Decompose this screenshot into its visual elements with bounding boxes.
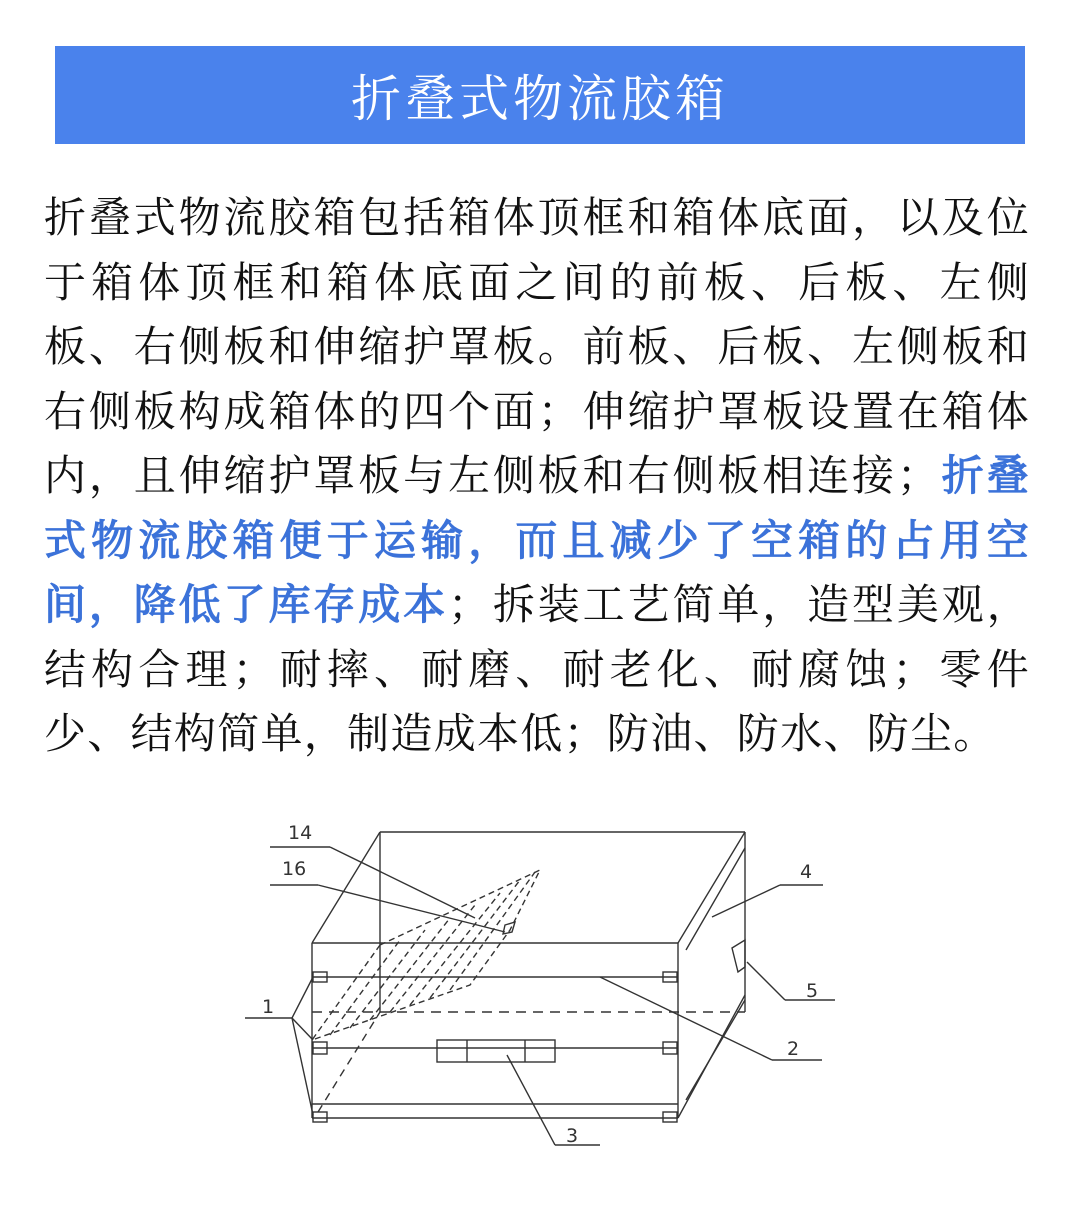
crate-drawing-svg — [240, 815, 840, 1160]
callout-5: 5 — [806, 980, 819, 1002]
article-paragraph — [44, 186, 1030, 767]
text-segment-highlight: 折叠式物流胶箱便于运输，而且减少了空箱的占用空间，降低了库存成本 — [44, 451, 1030, 629]
callout-1: 1 — [262, 996, 275, 1018]
title-banner — [55, 46, 1025, 144]
callout-4: 4 — [800, 861, 813, 883]
text-segment-intro: 折叠式物流胶箱包括箱体顶框和箱体底面，以及位于箱体顶框和箱体底面之间的前板、后板、左侧板、右侧板和伸缩护罩板。前板、后板、左侧板和右侧板构成箱体的四个面；伸缩护罩板设置在箱体内，且伸缩护罩板与左侧板和右侧板相连接； — [44, 193, 1030, 500]
callout-14: 14 — [288, 822, 313, 844]
crate-diagram — [240, 815, 840, 1160]
callout-3: 3 — [566, 1125, 579, 1147]
page-title: 折叠式物流胶箱 — [351, 70, 729, 128]
callout-16: 16 — [282, 858, 307, 880]
callout-2: 2 — [787, 1038, 800, 1060]
text-segment-features: ；拆装工艺简单，造型美观，结构合理；耐摔、耐磨、耐老化、耐腐蚀；零件少、结构简单，制造成本低；防油、防水、防尘。 — [44, 580, 1030, 758]
